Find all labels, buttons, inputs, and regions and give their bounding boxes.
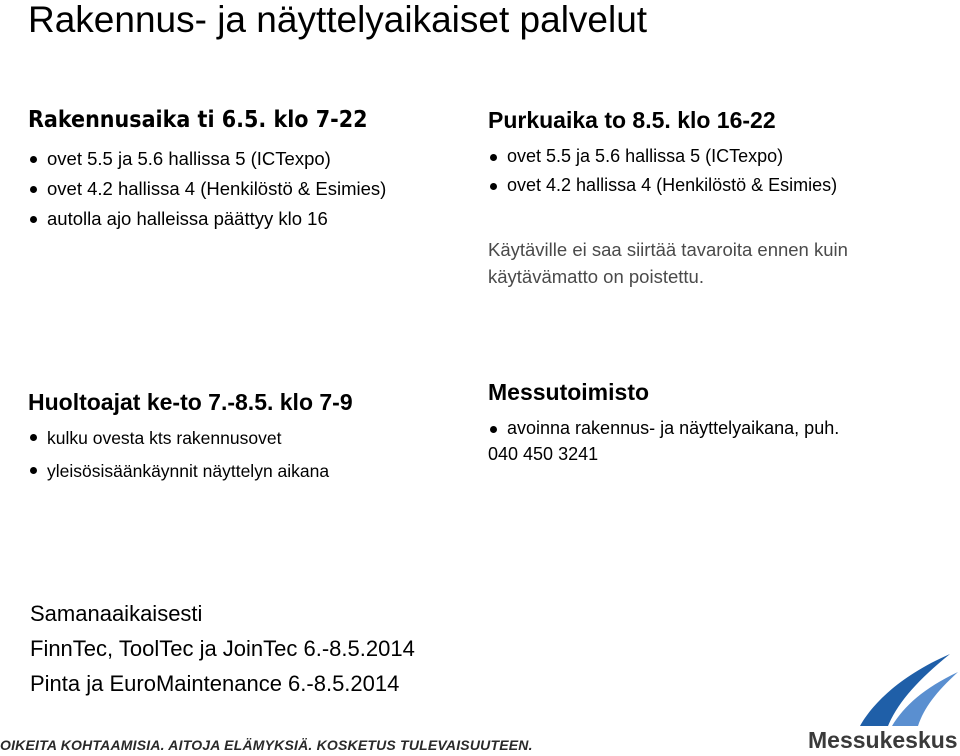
teardown-period-heading: Purkuaika to 8.5. klo 16-22 (488, 107, 776, 133)
build-period-section (28, 106, 386, 234)
teardown-period-list (488, 142, 837, 200)
concurrent-line: FinnTec, ToolTec ja JoinTec 6.-8.5.2014 (30, 636, 415, 661)
page-title: Rakennus- ja näyttelyaikaiset palvelut (28, 0, 648, 40)
concurrent-events (30, 596, 415, 701)
logo-text: Messukeskus (808, 727, 958, 753)
maintenance-section (28, 388, 353, 488)
messukeskus-logo (800, 650, 960, 756)
list-item: yleisösisäänkäynnit näyttelyn aikana (28, 455, 353, 488)
build-period-heading: Rakennusaika ti 6.5. klo 7-22 (28, 107, 368, 133)
concurrent-line: Pinta ja EuroMaintenance 6.-8.5.2014 (30, 671, 400, 696)
concurrent-label: Samanaaikaisesti (30, 601, 203, 626)
office-phone: 040 450 3241 (488, 444, 599, 464)
list-item: kulku ovesta kts rakennusovet (28, 422, 353, 455)
office-heading: Messutoimisto (488, 379, 650, 405)
list-item: avoinna rakennus- ja näyttelyaikana, puh. (488, 414, 839, 442)
office-section (488, 378, 839, 442)
list-item: autolla ajo halleissa päättyy klo 16 (28, 204, 386, 234)
list-item: ovet 4.2 hallissa 4 (Henkilöstö & Esimies) (488, 171, 837, 200)
teardown-period-section (488, 106, 837, 200)
list-item: ovet 4.2 hallissa 4 (Henkilöstö & Esimies) (28, 174, 386, 204)
logo-swoosh-icon (800, 650, 960, 730)
list-item: ovet 5.5 ja 5.6 hallissa 5 (ICTexpo) (488, 142, 837, 171)
office-list (488, 414, 839, 442)
footer-tagline: OIKEITA KOHTAAMISIA. AITOJA ELÄMYKSIÄ. KOSKETUS TULEVAISUUTEEN. (0, 737, 533, 753)
maintenance-heading: Huoltoajat ke-to 7.-8.5. klo 7-9 (28, 389, 353, 415)
list-item: ovet 5.5 ja 5.6 hallissa 5 (ICTexpo) (28, 144, 386, 174)
corridor-note: Käytäville ei saa siirtää tavaroita ennen kuin käytävämatto on poistettu. (488, 239, 848, 287)
maintenance-list (28, 422, 353, 488)
build-period-list (28, 144, 386, 234)
